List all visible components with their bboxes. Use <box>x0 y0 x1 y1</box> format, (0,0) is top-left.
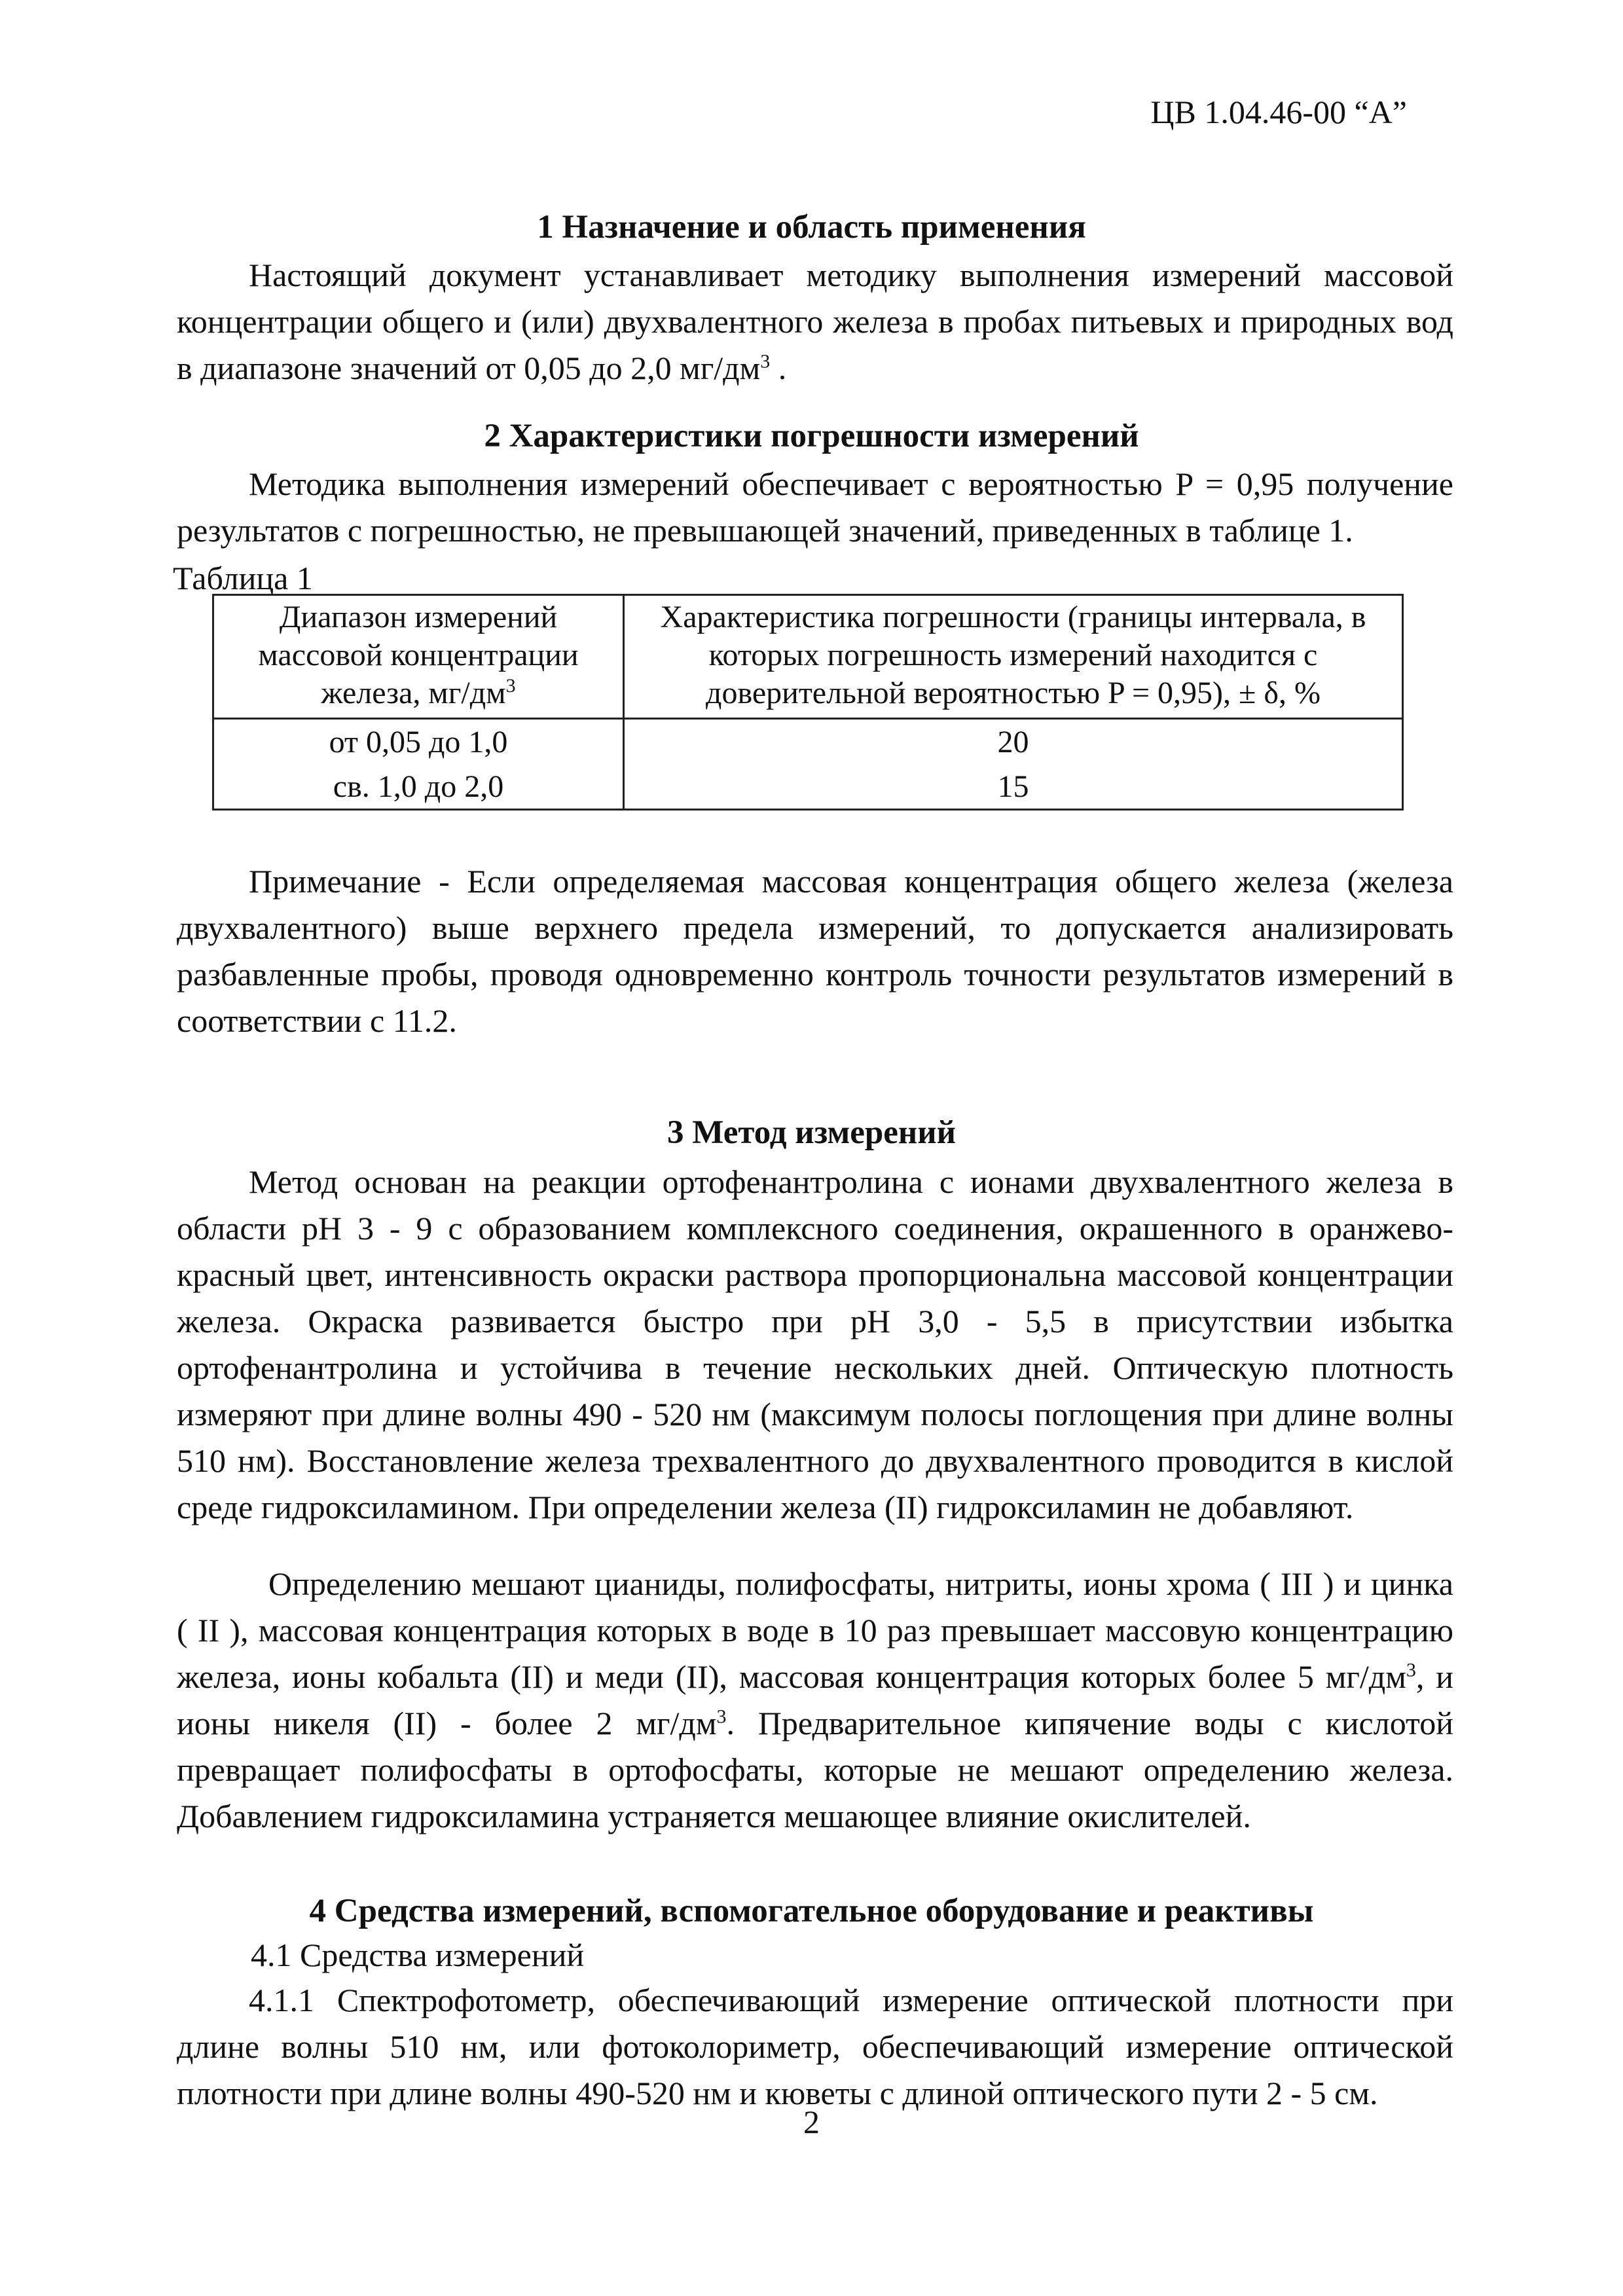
table-row <box>213 764 1403 810</box>
section-2-text: Методика выполнения измерений обеспечивает с вероятностью P = 0,95 получение результатов с погрешностью, не превышающей значений, приведенных в таблице 1. <box>177 465 1453 549</box>
table-cell-value: 15 <box>624 764 1403 810</box>
section-1-tail: . <box>770 350 787 386</box>
table-caption: Таблица 1 <box>173 560 313 596</box>
item-4-1-1: 4.1.1 Спектрофотометр, обеспечивающий измерение оптической плотности при длине волны 510 нм, или фотоколориметр, обеспечивающий измерение оптической плотности при длине волны 490-520 нм и кюветы с длиной оптического пути 2 - 5 см. <box>177 1982 1453 2111</box>
page-number: 2 <box>803 2104 820 2140</box>
table-header-row <box>213 595 1403 719</box>
table-cell-range: св. 1,0 до 2,0 <box>213 764 624 810</box>
table-cell-range: от 0,05 до 1,0 <box>213 719 624 765</box>
section-3-paragraph-2 <box>177 1561 1453 1840</box>
section-1-text <box>177 252 1453 392</box>
table-header-range <box>213 595 624 719</box>
paragraph-2-part-c: . Предварительное кипячение воды с кислотой превращает полифосфаты в ортофосфаты, которые не мешают определению железа. Добавлением гидроксиламина устраняется мешающее влияние окислителей. <box>177 1705 1453 1834</box>
paragraph-2-part-a: Определению мешают цианиды, полифосфаты, нитриты, ионы хрома ( III ) и цинка ( II ), массовая концентрация которых в воде в 10 раз превышает массовую концентрацию железа, ионы кобальта (II) и меди (II), массовая концентрация которых более 5 мг/дм <box>177 1565 1453 1695</box>
table-header-error: Характеристика погрешности (границы интервала, в которых погрешность измерений находится с доверительной вероятностью P = 0,95), ± δ, % <box>624 595 1403 719</box>
section-4-title: 4 Средства измерений, вспомогательное оборудование и реактивы <box>309 1893 1314 1929</box>
section-2-title: 2 Характеристики погрешности измерений <box>484 418 1139 454</box>
paragraph-2-part-b: , и ионы никеля (II) - более 2 мг/дм <box>177 1658 1453 1741</box>
error-table <box>212 594 1404 811</box>
table-cell-value: 20 <box>624 719 1403 765</box>
section-3-title: 3 Метод измерений <box>667 1114 956 1151</box>
superscript: 3 <box>1406 1659 1416 1681</box>
table-header-range-text: Диапазон измерений массовой концентрации железа, мг/дм <box>258 600 579 710</box>
superscript: 3 <box>760 350 771 373</box>
document-code: ЦВ 1.04.46-00 “A” <box>1150 94 1407 130</box>
table-row <box>213 719 1403 765</box>
superscript: 3 <box>505 675 516 697</box>
note-text: Примечание - Если определяемая массовая концентрация общего железа (железа двухвалентного) выше верхнего предела измерений, то допускается анализировать разбавленные пробы, проводя одновременно контроль точности результатов измерений в соответствии с 11.2. <box>177 863 1453 1039</box>
section-3-paragraph-1: Метод основан на реакции ортофенантролина с ионами двухвалентного железа в области pH 3 - 9 с образованием комплексного соединения, окрашенного в оранжево-красный цвет, интенсивность окраски раствора пропорциональна массовой концентрации железа. Окраска развивается быстро при pH 3,0 - 5,5 в присутствии избытка ортофенантролина и устойчива в течение нескольких дней. Оптическую плотность измеряют при длине волны 490 - 520 нм (максимум полосы поглощения при длине волны 510 нм). Восстановление железа трехвалентного до двухвалентного проводится в кислой среде гидроксиламином. При определении железа (II) гидроксиламин не добавляют. <box>177 1163 1453 1525</box>
section-1-title: 1 Назначение и область применения <box>537 209 1086 246</box>
subsection-4-1: 4.1 Средства измерений <box>251 1937 585 1973</box>
superscript: 3 <box>716 1705 727 1728</box>
section-1-body: Настоящий документ устанавливает методику выполнения измерений массовой концентрации общего и (или) двухвалентного железа в пробах питьевых и природных вод в диапазоне значений от 0,05 до 2,0 мг/дм <box>177 257 1453 386</box>
